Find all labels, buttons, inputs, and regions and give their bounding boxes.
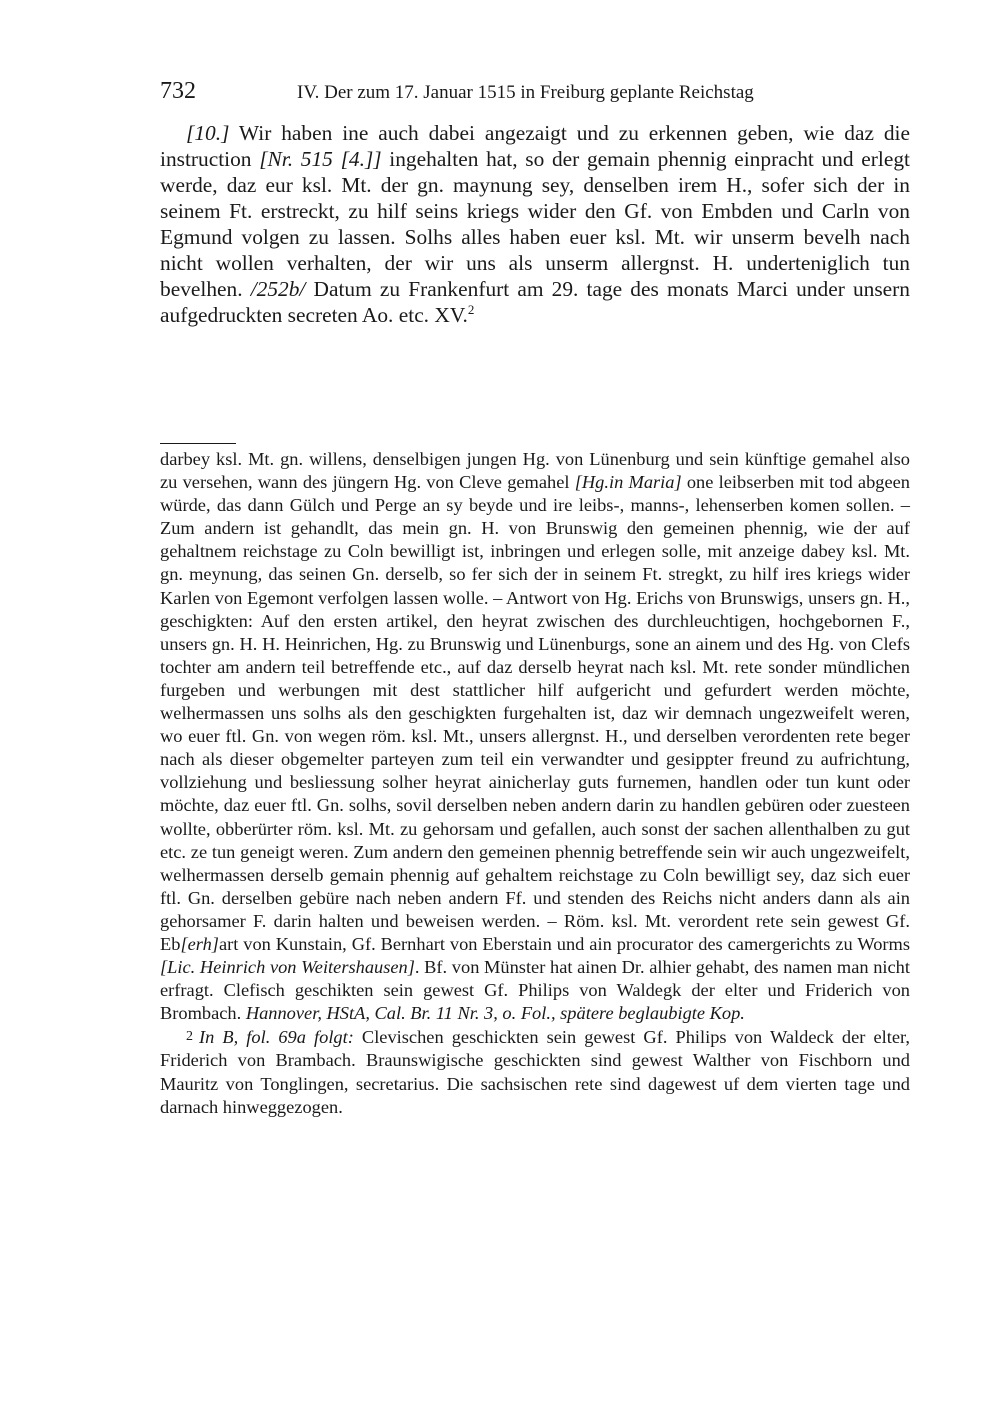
footnote-reference: 2	[467, 301, 475, 317]
footnote-lead: In B, fol. 69a folgt:	[199, 1027, 354, 1048]
footnote-1-continuation	[160, 448, 910, 1025]
footnote-rule	[160, 443, 236, 444]
footnotes	[160, 448, 910, 1119]
footnote-2	[160, 1025, 910, 1118]
paragraph-text: Datum zu Frankenfurt am 29. tage des monats Marci under unsern aufgedruckten secreten Ao. etc. XV.	[160, 277, 910, 327]
footnote-text: darbey ksl. Mt. gn. willens, denselbigen jungen Hg. von Lünenburg und sein künftige gemahel also zu versehen, wann des jüngern Hg. von Cleve gemahel	[160, 449, 910, 493]
footnote-text: art von Kunstain, Gf. Bernhart von Eberstain und ain procurator des camergerichts zu Worms	[218, 933, 910, 954]
footnote-number: 2	[186, 1029, 193, 1045]
page-number: 732	[160, 78, 196, 104]
editorial-insertion: [erh]	[180, 933, 219, 954]
main-text	[160, 120, 910, 328]
footnote-text: . Bf. von Münster hat ainen Dr. alhier gehabt, des namen man nicht erfragt. Clefisch geschikten sein gewest Gf. Philips von Waldegk der elter und Friderich von Brombach.	[160, 957, 910, 1024]
paragraph-10	[160, 120, 910, 328]
folio-marker: /252b/	[250, 277, 306, 301]
footnote-text: one leibserben mit tod abgeen würde, das dann Gülch und Perge an sy beyde und ire leibs-, manns-, lehenserben komen sollen. – Zum andern ist gehandlt, das mein gn. H. von Brunswig den gemeinen phennig, wie der auf gehaltnem reichstage zu Coln bewilligt ist, inbringen und erlegen solle, mit anzeige dabey ksl. Mt. gn. meynung, das seinen Gn. derselb, so fer sich der in seinem Ft. stregkt, zu hilf ires kriegs wider Karlen von Egemont verfolgen lassen wolle. – Antwort von Hg. Erichs von Brunswigs, unsers gn. H., geschigkten: Auf den ersten artikel, den heyrat zwischen des durchleuchtigen, hochgebornen F., unsers gn. H. H. Heinrichen, Hg. zu Brunswig und Lünenburgs, sone an ainem und des Hg. von Clefs tochter am andern teil betreffende etc., auf daz derselb heyrat nach ksl. Mt. rete sonder mündlichen furgeben und werbungen mit dest stattlicher hilf aufgericht und gefurdert werden möchte, welhermassen uns solhs als den geschigkten furgehalten ist, daz wir demnach ungezweifelt weren, wo euer ftl. Gn. von wegen röm. ksl. Mt., unsers allergnst. H., und derselben verordenten rete beger nach als dieser obgemelter parteyen zum teil ein verwandter und gesippter freund zu aufrichtung, vollziehung und besliessung solher heyrat ainicherlay guts furnemen, handlen oder tun kunt oder möchte, daz euer ftl. Gn. solhs, sovil derselben neben andern darin zu handlen gebüren oder zuesteen wollte, obberürter röm. ksl. Mt. zu gehorsam und gefallen, auch sonst der sachen allenthalben zu gut etc. ze tun geneigt weren. Zum andern den gemeinen phennig betreffende sein wir auch ungezweifelt, welhermassen derselb gemain phennig auf gehaltem reichstage zu Coln bewilligt sey, daz sich euer ftl. Gn. derselben gebüre nach neben andern Ff. und stenden des Reichs nicht anders dann als ain gehorsamer F. darin halten und beweisen werden. – Röm. ksl. Mt. verordent rete sein gewest Gf. Eb	[160, 472, 910, 954]
source-citation: Hannover, HStA, Cal. Br. 11 Nr. 3, o. Fol., spätere beglaubigte Kop.	[245, 1003, 745, 1024]
page-header	[160, 78, 910, 108]
document-reference: [Nr. 515 [4.]]	[259, 147, 382, 171]
document-page	[160, 78, 910, 1119]
editorial-insertion: [Hg.in Maria]	[574, 472, 682, 493]
paragraph-number: [10.]	[186, 121, 230, 145]
footnote-text: Clevischen geschickten sein gewest Gf. Philips von Waldeck der elter, Friderich von Brambach. Braunswigische geschickten sind gewest Walther von Fischborn und Mauritz von Tonglingen, secretarius. Die sachsischen rete sind dagewest uf dem vierten tage und darnach hinweggezogen.	[160, 1027, 910, 1117]
paragraph-text: ingehalten hat, so der gemain phennig einpracht und erlegt werde, daz eur ksl. Mt. der gn. maynung sey, denselben irem H., sofer sich der in seinem Ft. erstreckt, zu hilf seins kriegs wider den Gf. von Embden und Carln von Egmund volgen zu lassen. Solhs alles haben euer ksl. Mt. wir unserm bevelh nach nicht wollen verhalten, der wir uns als unserm allergnst. H. underteniglich tun bevelhen.	[160, 147, 910, 301]
editorial-insertion: [Lic. Heinrich von Weitershausen]	[160, 957, 415, 978]
running-title: IV. Der zum 17. Januar 1515 in Freiburg geplante Reichstag	[297, 82, 754, 103]
paragraph-text: Wir haben ine auch dabei angezaigt und zu erkennen geben, wie daz die instruction	[160, 121, 910, 171]
